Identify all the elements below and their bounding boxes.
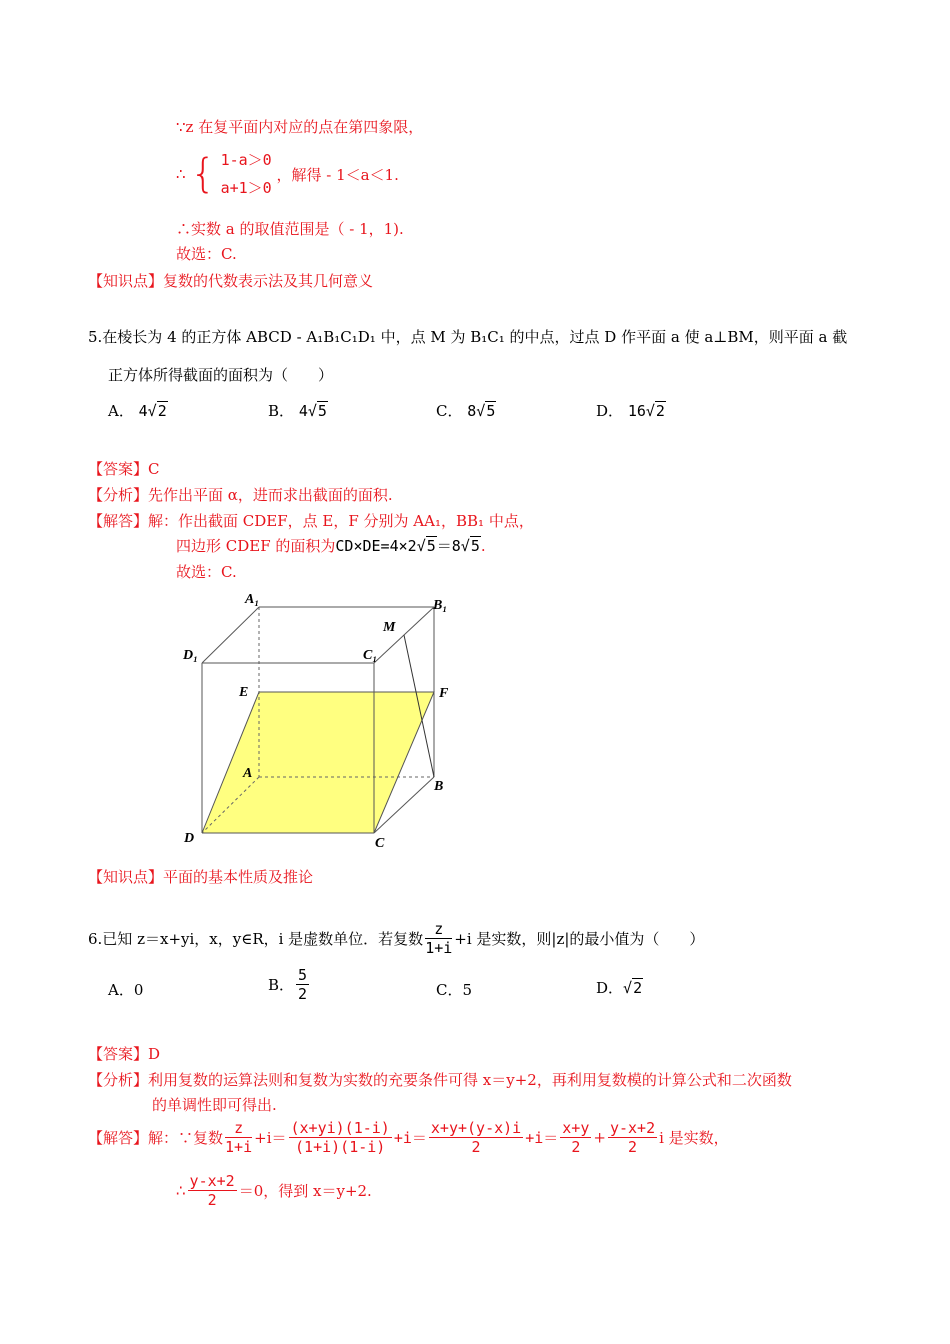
q5-sol-tag: 【解答】 — [88, 512, 149, 530]
q5-ans-tag: 【答案】 — [88, 460, 149, 478]
q6-sol-a: 解：∵复数 — [148, 1129, 224, 1147]
q6-f6n: y-x+2 — [189, 1172, 235, 1190]
q5-optC-coef: 8 — [467, 402, 477, 420]
q5-optA-rad: 2 — [157, 402, 167, 420]
q5-solution-line2: 四边形 CDEF 的面积为CD×DE=4×2√5＝8√5. — [176, 537, 486, 555]
q6-option-b[interactable] — [268, 966, 311, 1003]
option-label: A． — [108, 402, 134, 420]
q5-sol2c: 5 — [426, 537, 436, 555]
q6-solution-line2 — [176, 1172, 372, 1209]
q6-option-d[interactable]: D．√2 — [596, 979, 643, 997]
q6-optA-label: A． — [108, 981, 134, 999]
option-value: 8√5 — [467, 402, 496, 420]
q5-optB-coef: 4 — [298, 402, 308, 420]
q4-inequalities — [221, 146, 272, 202]
q5-optD-rad: 2 — [655, 402, 665, 420]
q4-knowledge-point — [88, 270, 373, 291]
q5-ana-tag: 【分析】 — [88, 486, 149, 504]
section-cdef — [202, 692, 434, 833]
q4-system: ∴ { 1-a＞0 a+1＞0 ，解得 - 1＜a＜1. — [176, 146, 399, 202]
label-b: B — [434, 779, 444, 794]
label-a: A — [243, 766, 253, 781]
q6-f2d: (1+i)(1-i) — [295, 1138, 386, 1156]
brace-icon: { — [190, 151, 216, 197]
option-label: B． — [268, 402, 295, 420]
q6-optD-rad: 2 — [633, 979, 643, 997]
q6-optA: 0 — [133, 981, 144, 999]
q5-sol2f: . — [480, 537, 486, 555]
q6-optB-label: B． — [268, 976, 295, 994]
q5-option-b[interactable] — [268, 400, 328, 421]
q4-choose: 故选：C. — [176, 245, 237, 263]
option-value: 16√2 — [627, 402, 665, 420]
q6-sol-tag: 【解答】 — [88, 1129, 149, 1147]
q6-optD-label: D． — [596, 979, 624, 997]
q6-ana1: 利用复数的运算法则和复数为实数的充要条件可得 x＝y+2，再利用复数模的计算公式和二次函数 — [148, 1071, 792, 1089]
q6-ans: D — [148, 1045, 161, 1063]
q6-option-a[interactable] — [108, 979, 143, 1000]
option-value: 4√5 — [298, 402, 327, 420]
option-label: C． — [436, 402, 463, 420]
q6-answer — [88, 1043, 160, 1064]
label-m: M — [383, 620, 396, 635]
q4-line1: ∵z 在复平面内对应的点在第四象限， — [176, 118, 424, 136]
q6-sol-b: +i＝ — [254, 1129, 287, 1147]
q6-ana-tag: 【分析】 — [88, 1071, 149, 1089]
q5-knowledge-point — [88, 866, 313, 887]
q6-analysis-line2: 的单调性即可得出. — [152, 1096, 277, 1114]
q5-analysis — [88, 484, 393, 505]
option-label: D． — [596, 402, 624, 420]
q4-solve: ，解得 - 1＜a＜1. — [276, 165, 399, 184]
q5-stem-line2: 正方体所得截面的面积为（ ） — [108, 366, 334, 384]
option-value: 4√2 — [138, 402, 167, 420]
label-b1: B₁ — [433, 598, 448, 613]
q4-ineq1: 1-a＞0 — [220, 151, 272, 169]
label-c: C — [375, 836, 385, 851]
q6-optC: 5 — [462, 981, 473, 999]
q6-f3d: 2 — [471, 1138, 481, 1156]
q6-f4n: x+y — [562, 1119, 590, 1137]
q5-optC-rad: 5 — [486, 402, 496, 420]
q5-sol2b: CD×DE=4×2 — [335, 537, 417, 555]
q5-kp-text: 平面的基本性质及推论 — [163, 868, 314, 886]
q6-stem-frac-n: z — [425, 920, 452, 939]
label-e: E — [239, 685, 249, 700]
label-d: D — [184, 831, 195, 846]
q5-option-a[interactable] — [108, 400, 168, 421]
q5-choose: 故选：C. — [176, 563, 237, 581]
q6-sol-f: i 是实数， — [659, 1129, 729, 1147]
label-f: F — [439, 686, 449, 701]
q5-optD-coef: 16 — [627, 402, 646, 420]
q6-option-c[interactable] — [436, 979, 472, 1000]
q5-ans: C — [148, 460, 160, 478]
q5-sol1: 解：作出截面 CDEF，点 E，F 分别为 AA₁，BB₁ 中点， — [148, 512, 534, 530]
q6-f5n: y-x+2 — [609, 1119, 656, 1137]
q5-option-c[interactable] — [436, 400, 496, 421]
q5-solution — [88, 510, 534, 531]
q5-sol2a: 四边形 CDEF 的面积为 — [176, 537, 336, 555]
q6-f6d: 2 — [207, 1191, 217, 1209]
q5-sol2d: ＝8 — [436, 537, 461, 555]
q6-sol-c: +i＝ — [393, 1129, 427, 1147]
label-d1: D₁ — [183, 648, 198, 663]
q6-f1d: 1+i — [225, 1138, 253, 1156]
q5-optA-coef: 4 — [138, 402, 148, 420]
label-c1: C₁ — [363, 648, 378, 663]
q6-sol-d: +i＝ — [525, 1129, 559, 1147]
q6-stem-a: 6.已知 z＝x+yi，x，y∈R，i 是虚数单位．若复数 — [88, 930, 424, 948]
q5-answer — [88, 458, 160, 479]
cube-figure — [175, 585, 465, 855]
kp-text: 复数的代数表示法及其几何意义 — [163, 272, 374, 290]
label-a1: A₁ — [245, 592, 260, 607]
q4-range: ∴实数 a 的取值范围是（ - 1，1). — [176, 220, 404, 238]
q5-ana: 先作出平面 α，进而求出截面的面积. — [148, 486, 393, 504]
q6-stem-b: +i 是实数，则|z|的最小值为（ ） — [454, 930, 705, 948]
q6-f5d: 2 — [628, 1138, 638, 1156]
q4-ineq2: a+1＞0 — [220, 179, 272, 197]
q6-f3n: x+y+(y-x)i — [430, 1119, 522, 1137]
q5-optB-rad: 5 — [317, 402, 327, 420]
q6-sol-e: + — [593, 1128, 606, 1147]
kp-tag: 【知识点】 — [88, 272, 164, 290]
q6-sol2-b: ＝0，得到 x＝y+2. — [238, 1182, 372, 1200]
q6-stem-frac-d: 1+i — [425, 939, 453, 957]
q6-analysis — [88, 1069, 792, 1090]
q6-f2n: (x+yi)(1-i) — [290, 1119, 390, 1137]
q6-ans-tag: 【答案】 — [88, 1045, 149, 1063]
q5-stem-line1: 5.在棱长为 4 的正方体 ABCD - A₁B₁C₁D₁ 中，点 M 为 B₁C₁ 的中点，过点 D 作平面 a 使 a⊥BM，则平面 a 截 — [88, 328, 848, 346]
q6-f1n: z — [225, 1119, 252, 1138]
q6-stem — [88, 920, 704, 957]
q5-kp-tag: 【知识点】 — [88, 868, 164, 886]
q6-f4d: 2 — [571, 1138, 581, 1156]
q6-optC-label: C． — [436, 981, 463, 999]
q5-sol2e: 5 — [470, 537, 480, 555]
q5-option-d[interactable] — [596, 400, 666, 421]
q6-optB-n: 5 — [298, 966, 308, 984]
q6-sol2-a: ∴ — [176, 1181, 186, 1200]
q6-optB-d: 2 — [298, 985, 308, 1003]
q6-solution — [88, 1119, 729, 1156]
